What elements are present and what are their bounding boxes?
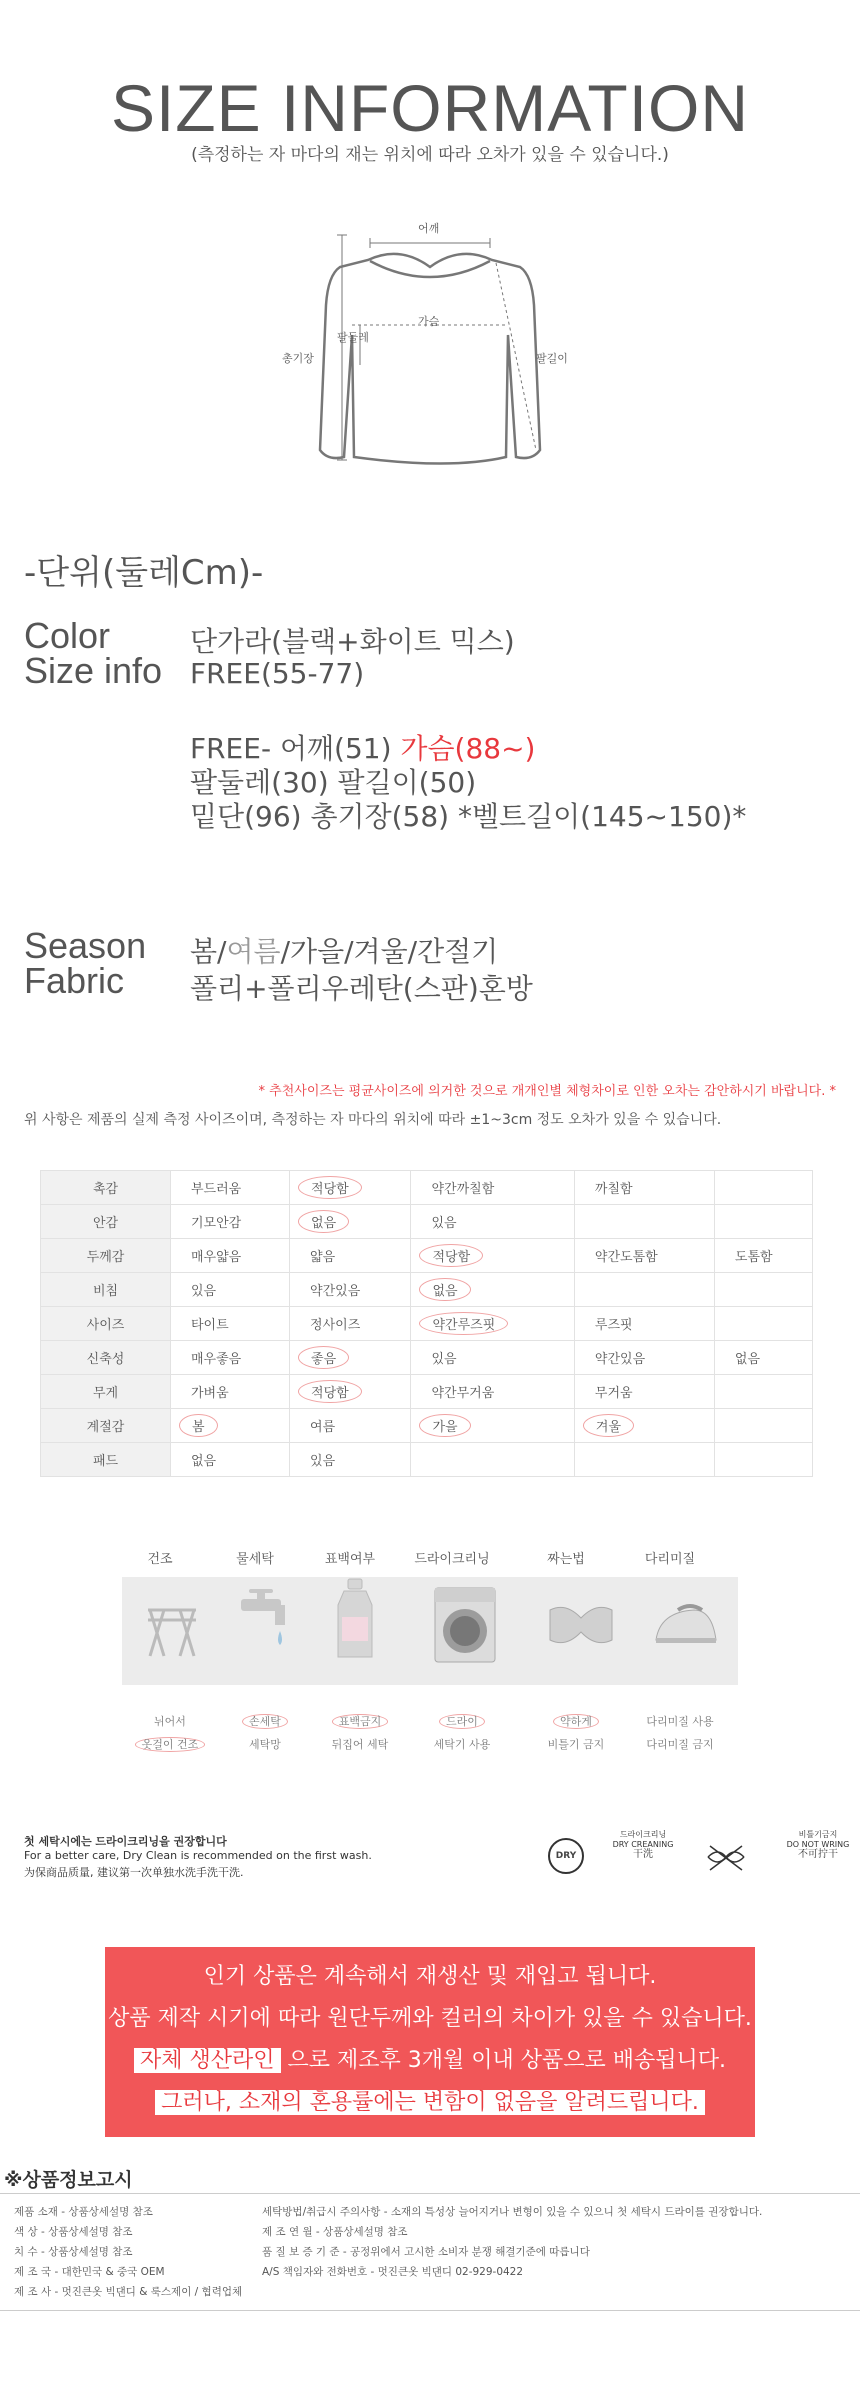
pi-left-2: 치 수 - 상품상세설명 참조 [14,2246,133,2258]
property-option: 무거움 [594,1386,633,1401]
property-cell [574,1375,714,1409]
property-row [41,1341,813,1375]
property-cell [714,1341,812,1375]
care-text-line: 옷걸이 건조 [135,1737,206,1752]
label-arm-round: 팔둘레 [337,331,369,344]
pi-right-1: 제 조 연 월 - 상품상세설명 참조 [262,2226,408,2238]
property-name: 패드 [41,1443,171,1477]
property-cell [290,1375,411,1409]
property-cell [714,1409,812,1443]
property-cell [714,1273,812,1307]
property-option-selected: 없음 [419,1278,470,1301]
pi-left-4: 제 조 사 - 멋진큰옷 빅댄디 & 룩스제이 / 협력업체 [14,2286,243,2298]
property-cell [411,1239,574,1273]
property-cell [574,1239,714,1273]
care-text-line: 손세탁 [242,1714,288,1729]
property-cell [574,1273,714,1307]
property-cell [411,1273,574,1307]
property-option: 있음 [431,1216,457,1231]
property-name: 촉감 [41,1171,171,1205]
notice-line-3 [105,2043,755,2074]
property-cell [574,1409,714,1443]
property-cell [411,1171,574,1205]
property-cell [411,1341,574,1375]
color-label: Color [24,615,111,656]
care-text [531,1710,621,1756]
property-cell [290,1307,411,1341]
property-cell [714,1171,812,1205]
wring-bot: 不可拧干 [798,1849,838,1860]
property-cell [171,1239,290,1273]
property-cell [411,1443,574,1477]
care-text-line: 세탁기 사용 [433,1738,491,1751]
pi-right-3: A/S 책임자와 전화번호 - 멋진큰옷 빅댄디 02-929-0422 [262,2266,524,2278]
property-cell [290,1341,411,1375]
property-name: 계절감 [41,1409,171,1443]
property-table [40,1170,813,1477]
care-header: 다리미질 [644,1552,696,1567]
property-name: 신축성 [41,1341,171,1375]
notice-line-4 [105,2085,755,2116]
care-text [315,1710,405,1756]
property-option-selected: 봄 [179,1414,218,1437]
property-cell [171,1443,290,1477]
care-header: 물세탁 [236,1552,274,1567]
care-header: 짜는법 [547,1552,585,1567]
property-name: 사이즈 [41,1307,171,1341]
property-option: 약간까칠함 [431,1182,495,1197]
property-cell [714,1443,812,1477]
property-cell [574,1307,714,1341]
property-cell [574,1443,714,1477]
property-cell [574,1205,714,1239]
unit-label: -단위(둘레Cm)- [24,553,264,593]
property-option-selected: 겨울 [583,1414,634,1437]
property-cell [290,1409,411,1443]
property-cell [714,1205,812,1239]
property-row [41,1239,813,1273]
wring-icon [546,1600,616,1654]
property-option-selected: 적당함 [298,1380,362,1403]
sweater-outline-icon [270,205,590,475]
color-value: 단가라(블랙+화이트 믹스) [190,625,515,658]
dry-notice-cn: 为保商品质量, 建议第一次单独水洗手洗干洗. [24,1866,244,1879]
property-option: 있음 [431,1352,457,1367]
notice-highlight: 자체 생산라인 [134,2048,281,2073]
property-cell [171,1171,290,1205]
property-cell [171,1375,290,1409]
care-text-line: 약하게 [553,1714,599,1729]
dry-circle-text: DRY [555,1851,577,1861]
property-option: 약간무거움 [431,1386,495,1401]
iron-icon [650,1600,720,1654]
property-option-selected: 없음 [298,1210,349,1233]
property-row [41,1273,813,1307]
property-cell [171,1205,290,1239]
property-option: 약간있음 [310,1284,361,1299]
property-option: 까칠함 [594,1182,633,1197]
property-option-selected: 가을 [419,1414,470,1437]
restock-notice [105,1947,755,2137]
property-name: 안감 [41,1205,171,1239]
measure-line-2: 팔둘레(30) 팔길이(50) [190,766,477,799]
season-summer: 여름 [226,935,281,968]
notice-line-1: 인기 상품은 계속해서 재생산 및 재입고 됩니다. [203,1964,657,1989]
care-text-line: 표백금지 [332,1714,389,1729]
garment-diagram [270,205,590,475]
property-option-selected: 약간루즈핏 [419,1312,508,1335]
property-option: 없음 [191,1454,217,1469]
property-cell [290,1273,411,1307]
property-option: 있음 [191,1284,217,1299]
property-name: 두께감 [41,1239,171,1273]
property-option-selected: 적당함 [298,1176,362,1199]
property-cell [574,1341,714,1375]
notice-line-2: 상품 제작 시기에 따라 원단두께와 컬러의 차이가 있을 수 있습니다. [108,2006,752,2031]
care-text [220,1710,310,1756]
pi-right-0: 세탁방법/취급시 주의사항 - 소재의 특성상 늘어지거나 변형이 있을 수 있으니 첫 세탁시 드라이를 권장합니다. [262,2206,763,2218]
fabric-value: 폴리+폴리우레탄(스판)혼방 [190,972,533,1005]
page-subtitle: (측정하는 자 마다의 재는 위치에 따라 오차가 있을 수 있습니다.) [191,145,669,165]
property-option: 타이트 [191,1318,229,1333]
product-info-box [0,2193,860,2311]
care-text-line: 다리미질 금지 [646,1738,714,1751]
property-option: 기모안감 [191,1216,242,1231]
property-option: 도톰함 [734,1250,773,1265]
property-cell [290,1239,411,1273]
dry-notice-kr: 첫 세탁시에는 드라이크리닝을 권장합니다 [24,1835,227,1848]
property-cell [411,1205,574,1239]
care-text-line: 세탁망 [249,1738,281,1751]
property-option: 약간있음 [594,1352,646,1367]
care-text-line: 뒤집어 세탁 [331,1738,389,1751]
dry-cleaning-mid: DRY CREANING [612,1840,674,1849]
measure-note: 위 사항은 제품의 실제 측정 사이즈이며, 측정하는 자 마다의 위치에 따라 ±1~3cm 정도 오차가 있을 수 있습니다. [24,1112,722,1128]
washing-machine-icon [432,1585,498,1669]
property-row [41,1443,813,1477]
size-label: Size info [24,650,163,691]
season-rest: /가을/겨울/간절기 [280,935,499,968]
property-option: 여름 [310,1420,336,1435]
season-value [190,930,498,970]
property-option: 부드러움 [191,1182,242,1197]
notice-line-4-text: 그러나, 소재의 혼용률에는 변함이 없음을 알려드립니다. [155,2090,705,2115]
season-label: Season [24,925,147,966]
care-text-line: 비틀기 금지 [547,1738,605,1751]
property-cell [411,1375,574,1409]
property-cell [714,1375,812,1409]
measure-chest: 가슴(88~) [400,732,536,765]
property-option: 매우얇음 [191,1250,242,1265]
care-header: 건조 [147,1552,173,1567]
size-value: FREE(55-77) [190,657,365,690]
property-option-selected: 좋음 [298,1346,349,1369]
property-option: 매우좋음 [191,1352,242,1367]
dry-cleaning-icon [608,1830,678,1860]
care-text-line: 다리미질 사용 [646,1715,714,1728]
notice-line-3-rest: 으로 제조후 3개월 이내 상품으로 배송됩니다. [280,2048,726,2073]
measure-shoulder: FREE- 어깨(51) [190,732,401,765]
property-cell [290,1205,411,1239]
property-cell [171,1273,290,1307]
care-text [635,1710,725,1756]
pi-left-3: 제 조 국 - 대한민국 & 중국 OEM [14,2266,165,2278]
property-row [41,1375,813,1409]
property-option-selected: 적당함 [419,1244,483,1267]
label-sleeve: 팔길이 [536,352,568,365]
dry-notice-en: For a better care, Dry Clean is recommended on the first wash. [24,1849,372,1862]
property-cell [714,1239,812,1273]
property-option: 없음 [734,1352,761,1367]
property-cell [290,1443,411,1477]
property-option: 루즈핏 [594,1318,633,1333]
property-cell [171,1307,290,1341]
property-row [41,1171,813,1205]
property-option: 가벼움 [191,1386,229,1401]
property-cell [171,1409,290,1443]
property-option: 약간도톰함 [594,1250,658,1265]
care-text-line: 뉘어서 [154,1715,186,1728]
property-row [41,1409,813,1443]
property-option: 있음 [310,1454,336,1469]
care-text [125,1710,215,1756]
property-name: 무게 [41,1375,171,1409]
no-wring-icon [704,1842,748,1876]
bleach-bottle-icon [330,1577,380,1665]
care-header: 표백여부 [324,1552,376,1567]
pi-left-0: 제품 소재 - 상품상세설명 참조 [14,2206,153,2218]
wring-top: 비틀기금지 [798,1830,838,1839]
page-title: SIZE INFORMATION [110,71,750,145]
fabric-label: Fabric [24,960,125,1001]
drying-rack-icon [140,1590,204,1664]
property-option: 정사이즈 [310,1318,361,1333]
property-cell [290,1171,411,1205]
property-cell [574,1171,714,1205]
pi-right-2: 품 질 보 증 기 준 - 공정위에서 고시한 소비자 분쟁 해결기준에 따릅니다 [262,2246,590,2258]
recommend-note: * 추천사이즈는 평균사이즈에 의거한 것으로 개개인별 체형차이로 인한 오차는 감안하시기 바랍니다. * [258,1084,836,1099]
property-option: 얇음 [310,1250,336,1265]
property-name: 비침 [41,1273,171,1307]
dry-cleaning-top: 드라이크리닝 [619,1830,667,1839]
wring-text-icon [780,1830,856,1860]
care-header: 드라이크리닝 [414,1552,490,1567]
care-text-line: 드라이 [439,1714,485,1729]
label-length: 총기장 [282,352,314,365]
property-row [41,1307,813,1341]
dry-cleaning-bot: 干洗 [633,1849,653,1860]
label-shoulder: 어깨 [418,222,440,235]
measure-line-3: 밑단(96) 총기장(58) *벨트길이(145~150)* [190,800,747,833]
care-text [417,1710,507,1756]
season-spring: 봄/ [190,935,227,968]
product-info-title: ※상품정보고시 [4,2169,133,2191]
pi-left-1: 색 상 - 상품상세설명 참조 [14,2226,133,2238]
faucet-icon [235,1585,299,1659]
property-cell [411,1409,574,1443]
label-chest: 가슴 [418,315,440,328]
property-row [41,1205,813,1239]
property-cell [171,1341,290,1375]
property-cell [411,1307,574,1341]
dry-circle-icon [548,1838,584,1874]
wring-mid: DO NOT WRING [786,1840,850,1849]
care-icon-band [122,1577,738,1685]
property-cell [714,1307,812,1341]
